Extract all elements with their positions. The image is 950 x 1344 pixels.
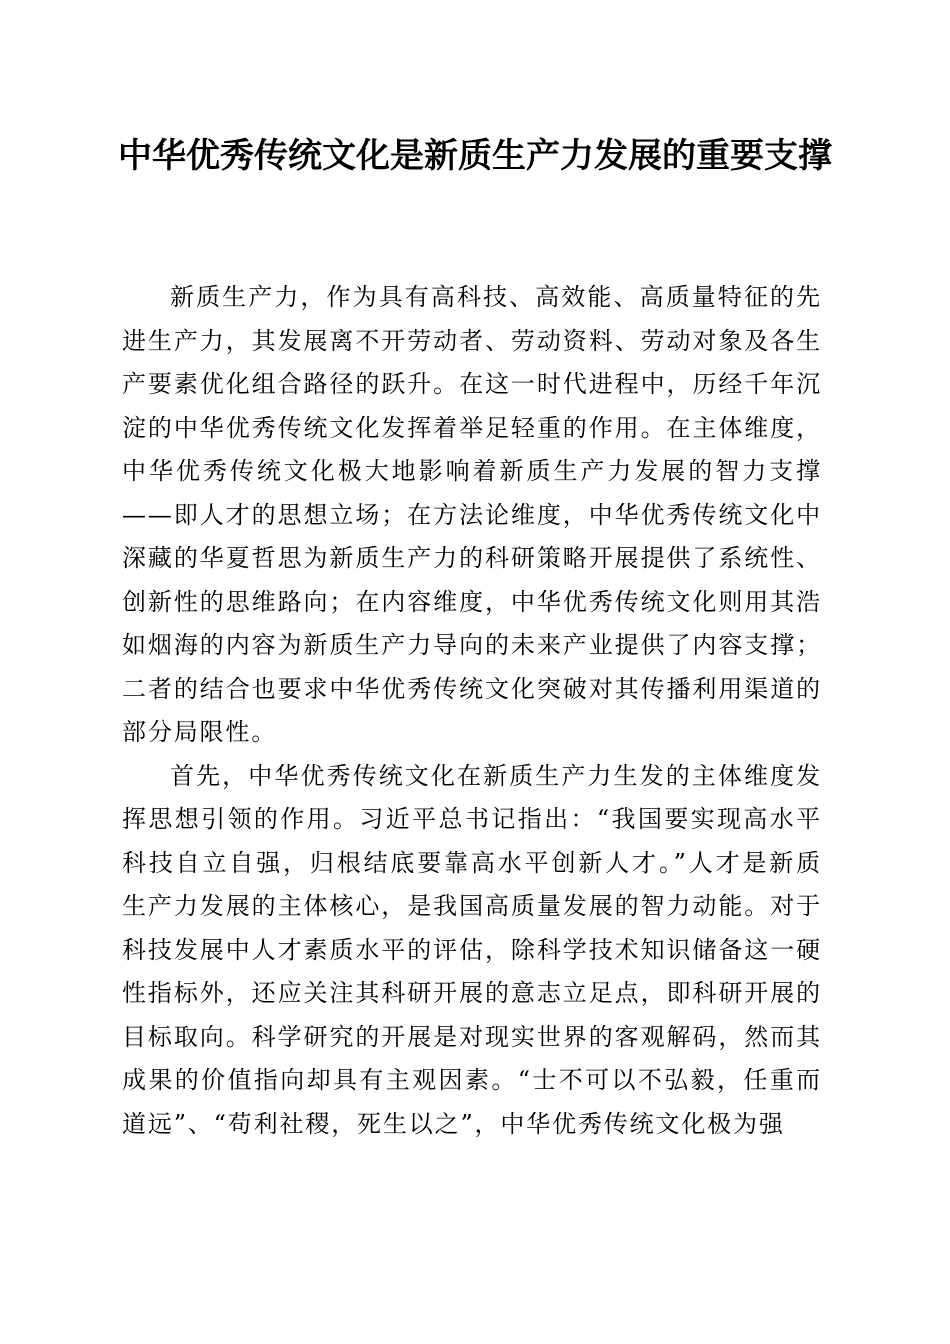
paragraph: 新质生产力，作为具有高科技、高效能、高质量特征的先进生产力，其发展离不开劳动者、劳动资料、劳动对象及各生产要素优化组合路径的跃升。在这一时代进程中，历经千年沉淀的中华优秀传统文化发挥着举足轻重的作用。在主体维度，中华优秀传统文化极大地影响着新质生产力发展的智力支撑——即人才的思想立场；在方法论维度，中华优秀传统文化中深藏的华夏哲思为新质生产力的科研策略开展提供了系统性、创新性的思维路向；在内容维度，中华优秀传统文化则用其浩如烟海的内容为新质生产力导向的未来产业提供了内容支撑；二者的结合也要求中华优秀传统文化突破对其传播利用渠道的部分局限性。: [122, 283, 822, 746]
document-title: 中华优秀传统文化是新质生产力发展的重要支撑: [118, 136, 832, 176]
paragraph: 首先，中华优秀传统文化在新质生产力生发的主体维度发挥思想引领的作用。习近平总书记指出：“我国要实现高水平科技自立自强，归根结底要靠高水平创新人才。”人才是新质生产力发展的主体核心，是我国高质量发展的智力动能。对于科技发展中人才素质水平的评估，除科学技术知识储备这一硬性指标外，还应关注其科研开展的意志立足点，即科研开展的目标取向。科学研究的开展是对现实世界的客观解码，然而其成果的价值指向却具有主观因素。“士不可以不弘毅，任重而道远”、“苟利社稷，死生以之”，中华优秀传统文化极为强: [122, 761, 822, 1138]
document-body: [122, 276, 822, 1146]
